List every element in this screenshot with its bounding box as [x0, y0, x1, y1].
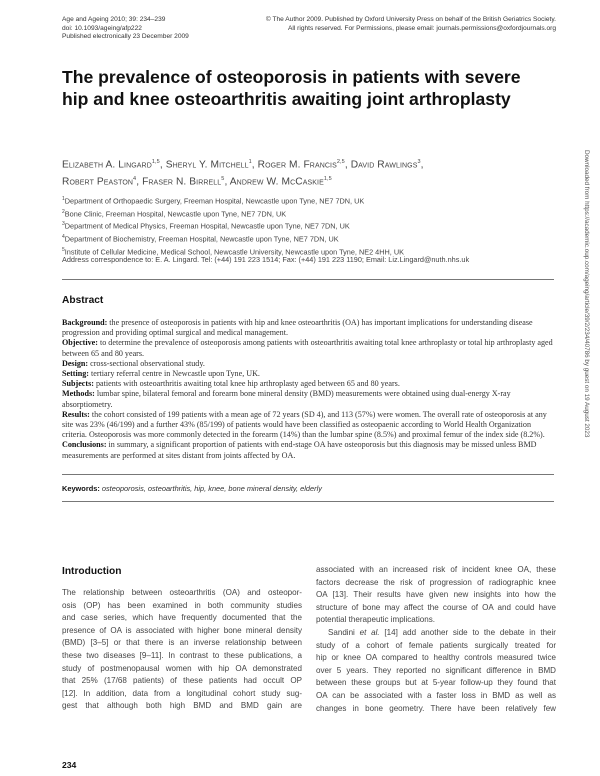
text-line: structure of bone may affect the course of OA and could have	[316, 602, 556, 612]
author-list	[62, 155, 552, 190]
affiliation: $^3$Department of Medical Physics, Freeman Hospital, Newcastle upon Tyne, NE7 7DN, UK	[62, 221, 350, 231]
author-name: Roger M. Francis	[257, 159, 337, 171]
page-number: 234	[62, 760, 77, 770]
affiliation: $^5$Institute of Cellular Medicine, Medical School, Newcastle University, Newcastle upon Tyne, NE2 4HH, UK	[62, 246, 404, 257]
text-line: associated with an increased risk of incident knee OA, these	[316, 565, 556, 574]
affiliation-list	[62, 194, 552, 258]
text-line: these two diseases [9–11]. In contrast to these publications, a	[62, 650, 302, 660]
abstract-section: Methods: lumbar spine, bilateral femoral and forearm bone mineral density (BMD) measurements were obtained using dual-energy X-ray absorptiometry.	[62, 389, 511, 409]
text-line: and case series, which have frequently documented that the	[62, 613, 302, 623]
text-line: Sandini et al. [14] add another side to the debate in their	[328, 627, 556, 637]
keywords-label: Keywords:	[62, 484, 100, 493]
author-affiliation-marker: 2,5	[336, 159, 345, 165]
article-title: The prevalence of osteoporosis in patients with severe hip and knee osteoarthritis awaiting joint arthroplasty	[62, 67, 521, 109]
author-affiliation-marker: 1,5	[323, 176, 332, 183]
text-line: gest that although both high BMD and BMD gain are	[62, 701, 302, 711]
copyright-line: © The Author 2009. Published by Oxford University Press on behalf of the British Geriatrics Society.	[265, 16, 556, 23]
affiliation: $^4$Department of Biochemistry, Freeman Hospital, Newcastle upon Tyne, NE7 7DN, UK	[62, 234, 339, 244]
text-line: [12]. In addition, data from a longitudinal cohort study sug-	[62, 688, 302, 698]
doi-line: doi: 10.1093/ageing/afp222	[62, 24, 142, 32]
author-name: Fraser N. Birrell	[142, 176, 222, 188]
author-affiliation-marker: 3	[417, 159, 421, 165]
text-line: study of postmenopausal women with hip OA demonstrated	[62, 663, 302, 673]
introduction-heading: Introduction	[62, 566, 122, 577]
text-line: (BMD) [3–5] or that there is an inverse relationship between	[62, 638, 302, 648]
text-line: osis (OP) has been examined in both community studies	[62, 600, 302, 610]
text-line: potential therapeutic implications.	[316, 615, 435, 625]
abstract-section: Background: the presence of osteoporosis in patients with hip and knee osteoarthritis (OA) has important implications for understanding disease progression and providing optimal surgical and medical management.	[62, 318, 533, 338]
abstract-section: Objective: to determine the prevalence of osteoporosis among patients with osteoarthritis awaiting total knee arthroplasty or total hip arthroplasty aged between 65 and 80 years.	[62, 338, 553, 358]
journal-citation	[62, 16, 212, 42]
abstract-section: Results: the cohort consisted of 199 patients with a mean age of 72 years (SD 4), and 113 (57%) were women. The overall rate of osteoporosis at any site was 23% (46/199) and a further 43% (85/199) of patients would have been classified as osteopaenic according to World Health Organization criteria. Osteoporosis was more commonly detected in the forearm (14%) than the lumbar spine (8.5%) and proximal femur of the index side (8.2%).	[62, 409, 547, 440]
author-name: Elizabeth A. Lingard	[62, 159, 152, 171]
author-name: Robert Peaston	[62, 176, 134, 188]
text-line: presence of OA is associated with higher bone mineral density	[62, 625, 302, 635]
affiliation: $^2$Bone Clinic, Freeman Hospital, Newcastle upon Tyne, NE7 7DN, UK	[62, 208, 287, 219]
text-line: OA [13]. Their results have given new insights into how the	[316, 590, 556, 600]
published-line: Published electronically 23 December 2009	[62, 33, 189, 41]
keywords	[62, 484, 554, 494]
text-line: hip or knee OA compared to healthy controls measured twice	[316, 653, 556, 663]
author-affiliation-marker: 4	[133, 176, 137, 183]
correspondence-address: Address correspondence to: E. A. Lingard. Tel: (+44) 191 223 1514; Fax: (+44) 191 223 1190; Email: Liz.Lingard@nuth.nhs.uk	[62, 255, 470, 264]
abstract-section: Setting: tertiary referral centre in Newcastle upon Tyne, UK.	[62, 369, 260, 379]
text-line: over 5 years. They reported no significant difference in BMD	[316, 665, 556, 675]
text-line: that 25% (17/68 patients) of these patients had occult OP	[62, 676, 302, 686]
abstract-section: Design: cross-sectional observational study.	[62, 358, 205, 368]
download-watermark: Downloaded from https://academic.oup.com/ageing/article/39/2/234/40786 by guest on 19 August 2023	[583, 150, 590, 438]
text-line: between these groups but at 5-year follow-up they found that	[316, 678, 556, 688]
author-name: David Rawlings	[350, 159, 418, 171]
abstract-top-rule	[62, 279, 554, 280]
keywords-list: osteoporosis, osteoarthritis, hip, knee, bone mineral density, elderly	[101, 484, 322, 493]
author-line-1: Elizabeth A. Lingard$^{1,5}$, Sheryl Y. Mitchell$^1$, Roger M. Francis$^{2,5}$, David Rawlings$^3$,	[62, 159, 424, 171]
text-line: factors decrease the risk of progression of radiographic knee	[316, 577, 556, 587]
author-affiliation-marker: 1,5	[151, 159, 160, 165]
author-affiliation-marker: 1	[248, 159, 252, 165]
abstract-heading: Abstract	[62, 295, 104, 306]
permissions-line: All rights reserved. For Permissions, please email: journals.permissions@oxfordjournals.org	[288, 24, 556, 32]
abstract-section: Conclusions: in summary, a significant proportion of patients with end-stage OA have osteoporosis but this diagnosis may be missed unless BMD measurements are performed at sites distant from joints affected by OA.	[62, 440, 537, 460]
affiliation: $^1$Department of Orthopaedic Surgery, Freeman Hospital, Newcastle upon Tyne, NE7 7DN, UK	[62, 196, 365, 206]
text-line: OA can be associated with a faster loss in BMD as well as	[316, 690, 556, 700]
text-line: changes in bone geometry. There have been relatively few	[316, 703, 556, 713]
citation-line: Age and Ageing 2010; 39: 234–239	[62, 16, 166, 23]
abstract-section: Subjects: patients with osteoarthritis awaiting total knee hip arthroplasty aged between 65 and 80 years.	[62, 379, 400, 389]
author-line-2: Robert Peaston$^4$, Fraser N. Birrell$^5$, Andrew W. McCaskie$^{1,5}$	[62, 176, 332, 188]
text-line: The relationship between osteoarthritis (OA) and osteopor-	[62, 588, 302, 597]
abstract-body	[62, 318, 554, 461]
copyright-notice	[206, 16, 556, 33]
keywords-bottom-rule	[62, 501, 554, 502]
text-line: study of a cohort of female patients surgically treated for	[316, 640, 556, 650]
author-name: Andrew W. McCaskie	[229, 176, 324, 188]
keywords-top-rule	[62, 474, 554, 475]
author-name: Sheryl Y. Mitchell	[165, 159, 249, 171]
introduction-right-column	[316, 564, 556, 715]
introduction-left-column	[62, 587, 302, 713]
author-affiliation-marker: 5	[221, 176, 225, 183]
